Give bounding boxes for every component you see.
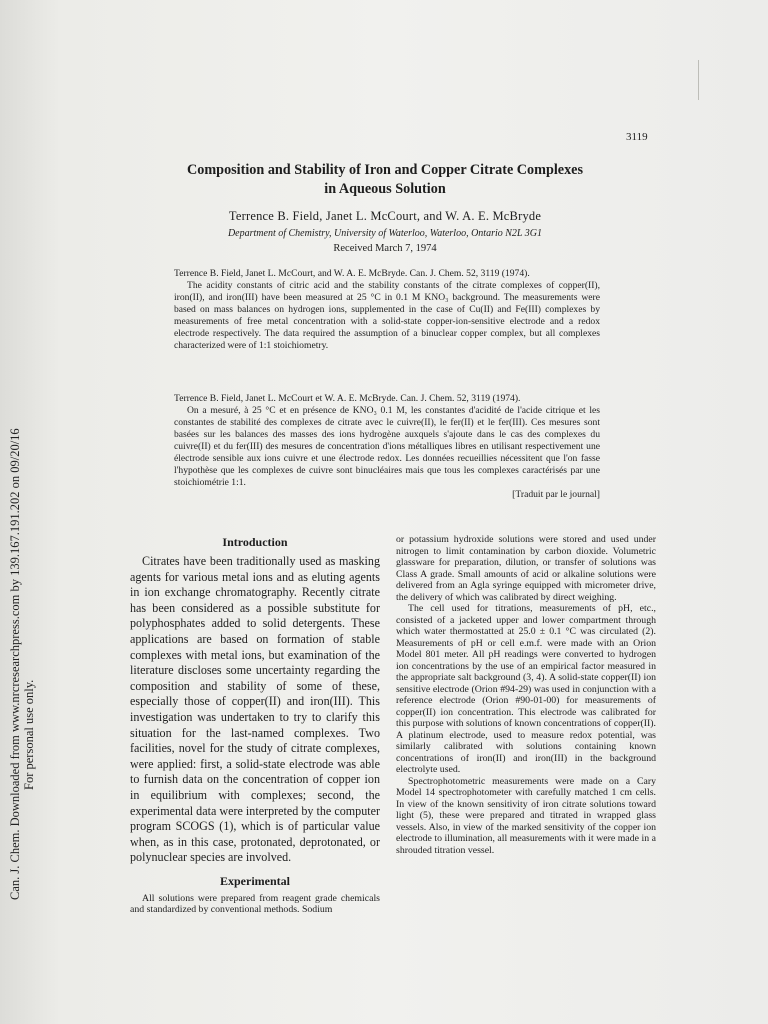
left-column (130, 535, 380, 916)
abstract-french (174, 393, 600, 501)
introduction-heading: Introduction (222, 535, 288, 549)
right-paragraph-3: Spectrophotometric measurements were made on a Cary Model 14 spectrophotometer with carefully matched 1 cm cells. In view of the known sensitivity of iron citrate solutions toward light (5), these were prepared and titrated in wrapped glass vessels. Also, in view of the marked sensitivity of the copper ion electrode to illumination, all measurements with it were made in a shrouded titration vessel. (396, 775, 656, 856)
abstract-fr-citation: Terrence B. Field, Janet L. McCourt et W. A. E. McBryde. Can. J. Chem. 52, 3119 (1974). (174, 393, 521, 404)
download-watermark (8, 428, 36, 900)
right-paragraph-2: The cell used for titrations, measurements of pH, etc., consisted of a jacketed upper and lower compartment through which water thermostatted at 25.0 ± 0.1 °C was circulated (2). Measurements of pH or cell e.m.f. were made with an Orion Model 801 meter. All pH readings were converted to hydrogen ion concentrations by the use of an empirical factor measured in the appropriate salt background (3, 4). A solid-state copper(II) ion sensitive electrode (Orion #94-29) was used in conjunction with a reference electrode (Orion #90-01-00) for measurements of copper(II) ion concentration. This electrode was calibrated for this purpose with solutions of known concentrations of copper(II). A platinum electrode, used to measure redox potential, was similarly calibrated with solutions containing known concentrations of iron(II) and iron(III) in the background electrolyte used. (396, 603, 656, 775)
experimental-heading: Experimental (220, 873, 290, 888)
watermark-line-2: For personal use only. (22, 679, 36, 790)
right-column (396, 534, 656, 856)
author-list: Terrence B. Field, Janet L. McCourt, and W. A. E. McBryde (228, 209, 542, 223)
watermark-line-1: Can. J. Chem. Downloaded from www.nrcresearchpress.com by 139.167.191.202 on 09/20/16 (8, 428, 22, 900)
abstract-english (174, 268, 600, 352)
abstract-en-text: The acidity constants of citric acid and the stability constants of the citrate complexes of copper(II), iron(II), and iron(III) have been measured at 25 °C in 0.1 M KNO₃ background. The measurements were based on mass balances on hydrogen ions, supplemented in the case of Cu(II) and Fe(III) complexes by measurements of free metal concentration with a solid-state copper-ion-sensitive electrode and a redox electrode respectively. The data required the assumption of a binuclear copper complex, but all complexes characterized were of 1:1 stoichiometry. (174, 280, 600, 351)
received-date: Received March 7, 1974 (333, 243, 437, 254)
scan-mark (698, 60, 699, 100)
article-title (140, 161, 630, 199)
introduction-text: Citrates have been traditionally used as masking agents for various metal ions and as eluting agents in ion exchange chromatography. Recently citrate has been considered as a possible substitute for polyphosphates added to solid detergents. These applications are based on formation of stable complexes with metal ions, but examination of the literature discloses some uncertainty regarding the composition and stability of some of these, especially those of copper(II) and iron(III). This investigation was undertaken to try to clarify this situation for the last-named complexes. Two facilities, novel for the study of citrate complexes, were applied: first, a solid-state electrode was able to furnish data on the concentration of copper ion in equilibrium with complexes; second, the experimental data were interpreted by the computer program SCOGS (1), which is of particular value when, as in this case, protonated, deprotonated, or polynuclear species are involved. (130, 554, 380, 865)
page-number: 3119 (626, 131, 648, 143)
title-line-1: Composition and Stability of Iron and Copper Citrate Complexes (187, 162, 583, 178)
translator-note: [Traduit par le journal] (512, 489, 600, 500)
title-line-2: in Aqueous Solution (324, 181, 446, 197)
abstract-fr-text: On a mesuré, à 25 °C et en présence de KNO₃ 0.1 M, les constantes d'acidité de l'acide citrique et les constantes de stabilité des complexes de citrate avec le cuivre(II), le fer(II) et le fer(III). Ces mesures sont basées sur les balances des masses des ions hydrogène auxquels s'ajoute dans le cas des complexes du cuivre(II) et du fer(III) des mesures de concentration d'ions métalliques libres en utilisant respectivement une électrode sensible aux ions cuivre et une électrode redox. Les données recueillies nécessitent que l'on fasse l'hypothèse que les complexes de cuivre sont binucléaires mais que tous les complexes caractérisés par une stoichiométrie 1:1. (174, 405, 600, 488)
experimental-text: All solutions were prepared from reagent grade chemicals and standardized by conventional methods. Sodium (130, 892, 380, 916)
affiliation: Department of Chemistry, University of Waterloo, Waterloo, Ontario N2L 3G1 (227, 228, 543, 239)
right-paragraph-1: or potassium hydroxide solutions were stored and used under nitrogen to limit contamination by carbon dioxide. Volumetric glassware for preparation, dilution, or transfer of solutions was Class A grade. Small amounts of acid or alkaline solutions were delivered from an Agla syringe equipped with micrometer drive, the delivery of which was calibrated by direct weighing. (396, 534, 656, 603)
abstract-en-citation: Terrence B. Field, Janet L. McCourt, and W. A. E. McBryde. Can. J. Chem. 52, 3119 (1974). (174, 268, 530, 279)
